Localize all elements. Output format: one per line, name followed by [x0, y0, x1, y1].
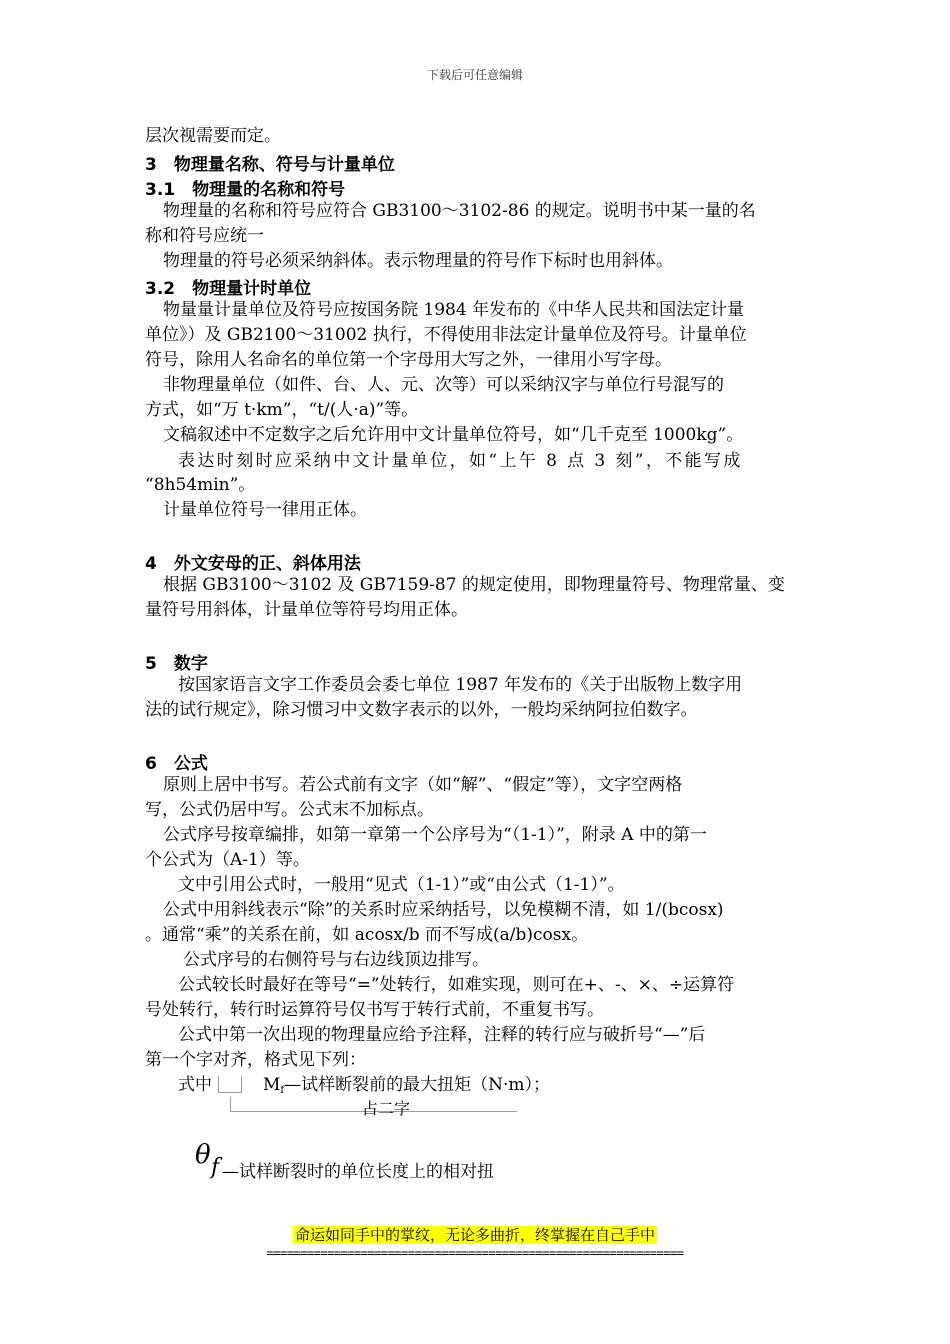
text-line: 物量量计量单位及符号应按国务院 1984 年发布的《中华人民共和国法定计量	[163, 300, 745, 320]
text-line: 号处转行，转行时运算符号仅书写于转行式前，不重复书写。	[145, 1000, 604, 1020]
text-line: 量符号用斜体，计量单位等符号均用正体。	[145, 600, 468, 620]
text-line: 公式中第一次出现的物理量应给予注释，注释的转行应与破折号“—”后	[178, 1025, 706, 1045]
text-line: 物理量的名称和符号应符合 GB3100～3102-86 的规定。说明书中某一量的名	[163, 201, 756, 221]
text-line: 个公式为（A-1）等。	[145, 850, 310, 870]
section-heading-5: 5 数字	[145, 654, 208, 674]
symbol-subscript: f	[280, 1085, 285, 1096]
page-header: 下载后可任意编辑	[426, 68, 523, 82]
theta-symbol: θ	[195, 1140, 211, 1170]
text-line: 按国家语言文字工作委员会委七单位 1987 年发布的《关于出版物上数字用	[178, 675, 743, 695]
text-line: 公式序号按章编排，如第一章第一个公序号为“（1-1）”，附录 A 中的第一	[163, 825, 707, 845]
text-line: 单位》）及 GB2100～31002 执行，不得使用非法定计量单位及符号。计量单位	[145, 325, 747, 345]
text-line: 文中引用公式时，一般用“见式（1-1）”或“由公式（1-1）”。	[178, 875, 625, 895]
text-line: 写，公式仍居中写。公式末不加标点。	[145, 800, 434, 820]
text-line: 第一个字对齐，格式见下列：	[145, 1050, 366, 1070]
theta-subscript: f	[211, 1155, 220, 1180]
subsection-heading-3-2: 3.2 物理量计时单位	[145, 279, 312, 299]
footer-motto	[0, 1224, 950, 1245]
text-line: 表达时刻时应采纳中文计量单位，如“上午 8 点 3 刻”，不能写成	[178, 451, 743, 471]
text-line: 方式，如“万 t·km”，“t/(人·a)”等。	[145, 400, 419, 420]
section-heading-6: 6 公式	[145, 754, 208, 774]
section-heading-4: 4 外文安母的正、斜体用法	[145, 554, 361, 574]
symbol: M	[263, 1075, 281, 1095]
indent-note: 占二字	[362, 1099, 411, 1118]
text-line: 公式较长时最好在等号“=”处转行，如难实现，则可在+、-、×、÷运算符	[178, 975, 735, 995]
text-line: 根据 GB3100～3102 及 GB7159-87 的规定使用，即物理量符号、物理常量、变	[163, 575, 785, 595]
subsection-heading-3-1: 3.1 物理量的名称和符号	[145, 180, 346, 200]
text-line: 层次视需要而定。	[145, 126, 281, 146]
text-line: 物理量的符号必须采纳斜体。表示物理量的符号作下标时也用斜体。	[163, 251, 673, 271]
text-line: 原则上居中书写。若公式前有文字（如“解”、“假定”等），文字空两格	[163, 775, 683, 795]
footer-motto-text: 命运如同手中的掌纹，无论多曲折，终掌握在自己手中	[294, 1226, 655, 1244]
theta-description: —试样断裂时的单位长度上的相对扭	[222, 1162, 494, 1182]
example-prefix: 式中	[178, 1075, 212, 1095]
text-line: 。通常“乘”的关系在前，如 acosx/b 而不写成(a/b)cosx。	[145, 925, 589, 945]
text-line: 法的试行规定》，除习惯习中文数字表示的以外，一般均采纳阿拉伯数字。	[145, 700, 698, 720]
text-line: 文稿叙述中不定数字之后允许用中文计量单位符号，如“几千克至 1000kg”。	[163, 425, 744, 445]
text-line: “8h54min”。	[145, 475, 256, 495]
text-line: 计量单位符号一律用正体。	[163, 500, 367, 520]
text-line: 公式序号的右侧符号与右边线顶边排写。	[183, 950, 489, 970]
bracket-left	[230, 1097, 231, 1111]
indent-box	[218, 1076, 242, 1093]
symbol-description: —试样断裂前的最大扭矩（N·m）；	[284, 1075, 551, 1095]
theta-symbol-line	[195, 1140, 211, 1170]
section-heading-3: 3 物理量名称、符号与计量单位	[145, 155, 395, 175]
text-line: 称和符号应统一	[145, 226, 264, 246]
text-line: 符号，除用人名命名的单位第一个字母用大写之外，一律用小写字母。	[145, 350, 672, 370]
text-line: 公式中用斜线表示“除”的关系时应采纳括号，以免模糊不清，如 1/(bcosx)	[163, 900, 724, 920]
text-line: 非物理量单位（如件、台、人、元、次等）可以采纳汉字与单位行号混写的	[163, 375, 724, 395]
theta-subscript-line	[211, 1155, 219, 1180]
footer-rule: ==============================================================	[266, 1246, 684, 1260]
